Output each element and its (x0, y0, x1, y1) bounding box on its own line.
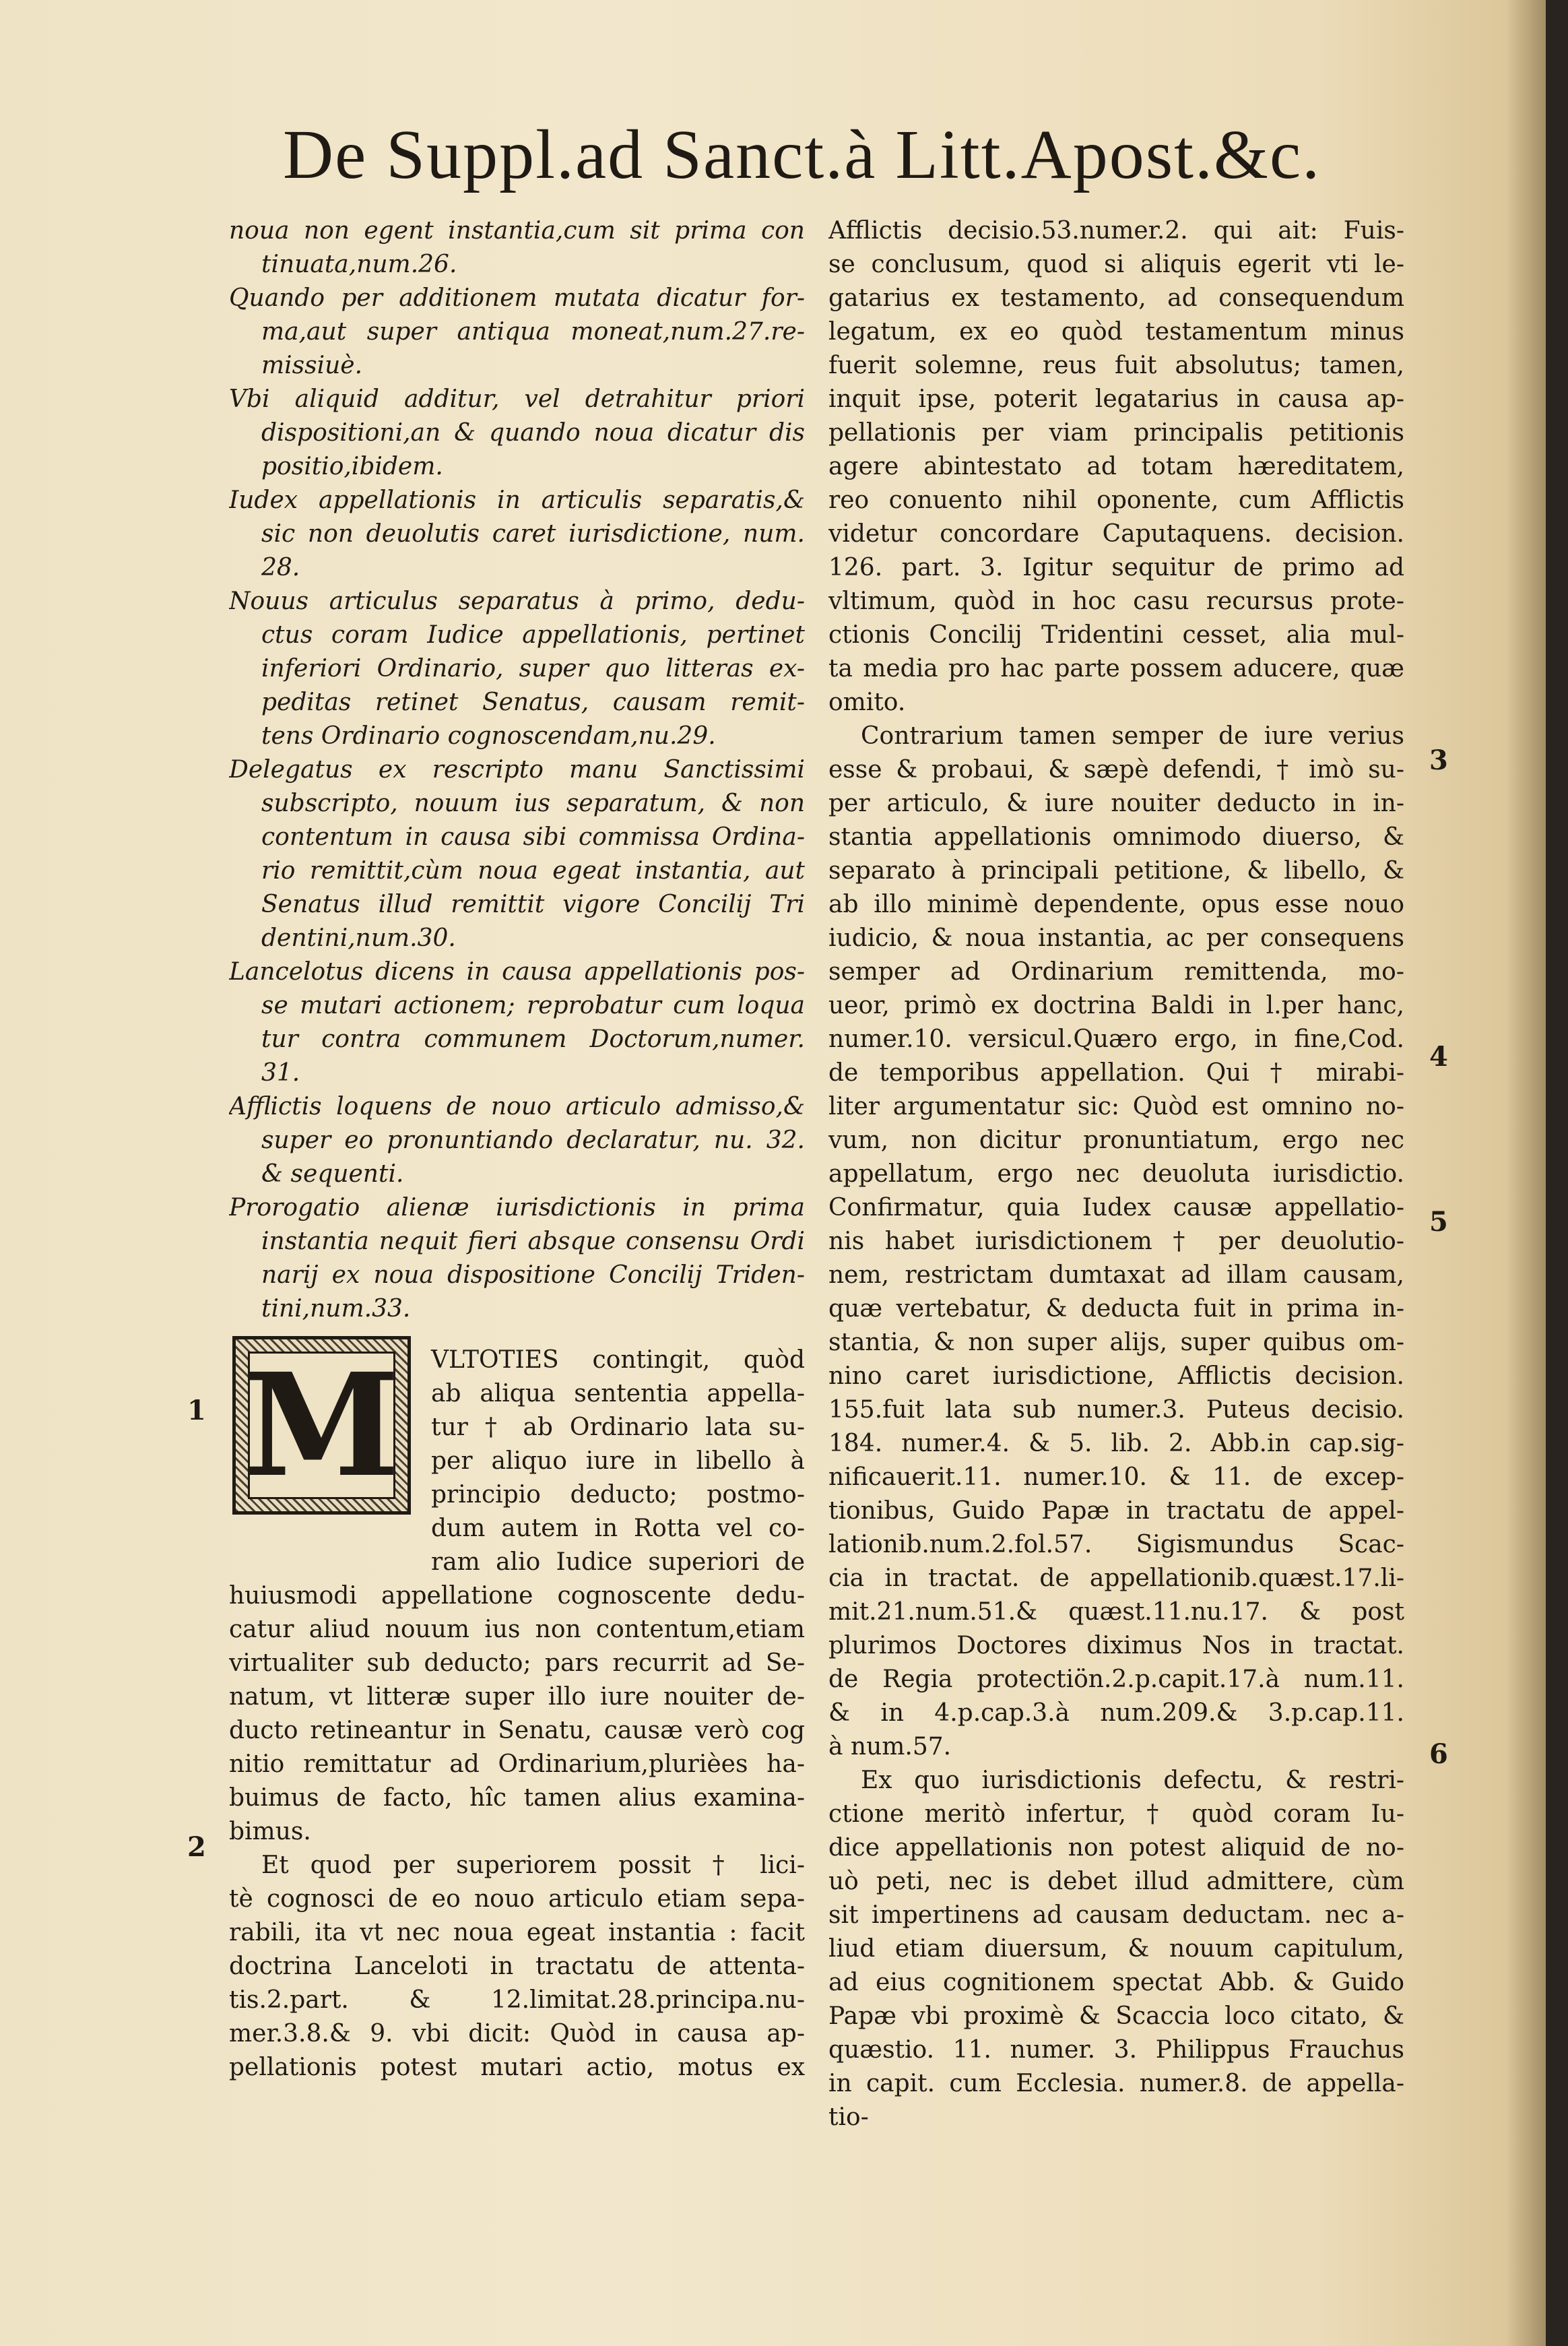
body-block (229, 1579, 805, 2085)
body-line: per articulo, & iure nouiter deducto in in- (828, 790, 1404, 817)
body-line: se conclusum, quod si aliquis egerit vti le- (828, 251, 1404, 278)
body-line: semper ad Ordinarium remittenda, mo- (828, 958, 1404, 986)
body-line: natum, vt litteræ super illo iure nouiter de- (229, 1683, 805, 1711)
body-line: pellationis potest mutari actio, motus ex (229, 2054, 805, 2081)
body-line: doctrina Lanceloti in tractatu de attenta- (229, 1953, 805, 1980)
body-line: ab illo minimè dependente, opus esse nouo (828, 891, 1404, 918)
summary-line: Quando per additionem mutata dicatur for- (229, 284, 805, 312)
body-line: agere abintestato ad totam hæreditatem, (828, 453, 1404, 480)
body-line: rabili, ita vt nec noua egeat instantia : facit (229, 1919, 805, 1946)
body-line: nificauerit.11. numer.10. & 11. de excep- (828, 1463, 1404, 1491)
body-line: virtualiter sub deducto; pars recurrit ad Se- (229, 1649, 805, 1677)
body-line: 155.fuit lata sub numer.3. Puteus decisio. (828, 1396, 1404, 1424)
body-line: bimus. (229, 1818, 311, 1845)
summary-line: sic non deuolutis caret iurisdictione, num. (261, 520, 805, 548)
body-line: in capit. cum Ecclesia. numer.8. de appella- (828, 2070, 1404, 2097)
body-line: omito. (828, 689, 906, 716)
summary-line: rio remittit,cùm noua egeat instantia, aut (261, 857, 805, 885)
body-line: tis.2.part. & 12.limitat.28.principa.nu- (229, 1986, 805, 2014)
summary-line: peditas retinet Senatus, causam remit- (261, 689, 805, 716)
summary-block (229, 214, 805, 1326)
body-line: Confirmatur, quia Iudex causæ appellatio- (828, 1194, 1404, 1222)
body-block (828, 214, 1404, 2134)
body-line: nitio remittatur ad Ordinarium,plurièes ha- (229, 1750, 805, 1778)
left-column (229, 214, 805, 2085)
body-line: ad eius cognitionem spectat Abb. & Guido (828, 1969, 1404, 1996)
body-line: principio deducto; postmo- (431, 1481, 805, 1509)
body-line: lationib.num.2.fol.57. Sigismundus Scac- (828, 1531, 1404, 1558)
body-line: mit.21.num.51.& quæst.11.nu.17. & post (828, 1598, 1404, 1626)
body-line: nis habet iurisdictionem † per deuolutio- (828, 1228, 1404, 1255)
body-line: ram alio Iudice superiori de (431, 1548, 805, 1576)
body-line: vum, non dicitur pronuntiatum, ergo nec (828, 1127, 1404, 1154)
summary-line: & sequenti. (261, 1160, 404, 1188)
body-line: catur aliud nouum ius non contentum,etiam (229, 1616, 805, 1643)
summary-line: instantia nequit fieri absque consensu Ordi (261, 1228, 805, 1255)
summary-line: missiuè. (261, 352, 363, 379)
body-line: vltimum, quòd in hoc casu recursus prote- (828, 588, 1404, 615)
body-line: ctione meritò infertur, † quòd coram Iu- (828, 1800, 1404, 1828)
summary-line: 28. (261, 554, 300, 581)
body-line: fuerit solemne, reus fuit absolutus; tamen, (828, 352, 1404, 379)
body-line: huiusmodi appellatione cognoscente dedu- (229, 1582, 805, 1610)
body-line: nino caret iurisdictione, Afflictis decision. (828, 1362, 1404, 1390)
summary-line: subscripto, nouum ius separatum, & non (261, 790, 805, 817)
summary-line: ma,aut super antiqua moneat,num.27.re- (261, 318, 805, 346)
body-line: iudicio, & noua instantia, ac per consequens (828, 924, 1404, 952)
summary-line: tinuata,num.26. (261, 251, 457, 278)
initial-letter: M (243, 1341, 400, 1509)
body-line: quæstio. 11. numer. 3. Philippus Frauchus (828, 2036, 1404, 2064)
body-line: de temporibus appellation. Qui † mirabi- (828, 1059, 1404, 1087)
running-header: De Suppl.ad Sanct.à Litt.Apost.&c. (283, 116, 1321, 193)
body-line: pellationis per viam principalis petitionis (828, 419, 1404, 447)
summary-line: dispositioni,an & quando noua dicatur dis (261, 419, 805, 447)
body-line: gatarius ex testamento, ad consequendum (828, 284, 1404, 312)
body-line: liter argumentatur sic: Quòd est omnino no- (828, 1093, 1404, 1120)
body-line: nem, restrictam dumtaxat ad illam causam, (828, 1261, 1404, 1289)
body-line: ueor, primò ex doctrina Baldi in l.per hanc, (828, 992, 1404, 1019)
body-line: appellatum, ergo nec deuoluta iurisdictio. (828, 1160, 1404, 1188)
body-line: stantia appellationis omnimodo diuerso, & (828, 823, 1404, 851)
body-line: ta media pro hac parte possem aducere, quæ (828, 655, 1404, 683)
body-line: ab aliqua sententia appella- (431, 1380, 805, 1407)
body-line: 184. numer.4. & 5. lib. 2. Abb.in cap.sig- (828, 1430, 1404, 1457)
summary-line: dentini,num.30. (261, 924, 456, 952)
body-line: tur † ab Ordinario lata su- (431, 1414, 805, 1441)
body-line: 126. part. 3. Igitur sequitur de primo ad (828, 554, 1404, 581)
body-line: cia in tractat. de appellationib.quæst.17.li- (828, 1564, 1404, 1592)
decorated-initial (232, 1336, 411, 1515)
summary-line: tini,num.33. (261, 1295, 411, 1323)
body-line: VLTOTIES contingit, quòd (431, 1346, 805, 1374)
body-line: videtur concordare Caputaquens. decision. (828, 520, 1404, 548)
body-line: Ex quo iurisdictionis defectu, & restri- (861, 1767, 1404, 1794)
body-line: liud etiam diuersum, & nouum capitulum, (828, 1935, 1404, 1963)
body-line: buimus de facto, hîc tamen alius examina- (229, 1784, 805, 1812)
summary-line: Iudex appellationis in articulis separatis,& (229, 486, 805, 514)
summary-line: Lancelotus dicens in causa appellationis pos- (229, 958, 805, 986)
summary-line: 31. (261, 1059, 300, 1087)
margin-number: 1 (187, 1395, 206, 1426)
summary-line: se mutari actionem; reprobatur cum loqua (261, 992, 805, 1019)
body-line: dice appellationis non potest aliquid de no- (828, 1834, 1404, 1862)
body-line: tionibus, Guido Papæ in tractatu de appel- (828, 1497, 1404, 1525)
body-line: Papæ vbi proximè & Scaccia loco citato, & (828, 2002, 1404, 2030)
summary-line: Delegatus ex rescripto manu Sanctissimi (229, 756, 805, 784)
body-line: Afflictis decisio.53.numer.2. qui ait: Fuis- (828, 217, 1404, 245)
body-line: ducto retineantur in Senatu, causæ verò cog (229, 1717, 805, 1744)
summary-line: Senatus illud remittit vigore Concilij Tri (261, 891, 805, 918)
body-line: esse & probaui, & sæpè defendi, † imò su- (828, 756, 1404, 784)
margin-number: 6 (1429, 1738, 1448, 1770)
margin-number: 2 (187, 1831, 206, 1863)
body-line: ctionis Concilij Tridentini cesset, alia mul- (828, 621, 1404, 649)
summary-line: Afflictis loquens de nouo articulo admisso,& (229, 1093, 805, 1120)
summary-line: noua non egent instantia,cum sit prima con (229, 217, 805, 245)
body-line: dum autem in Rotta vel co- (431, 1515, 805, 1542)
body-line: numer.10. versicul.Quæro ergo, in fine,Cod. (828, 1025, 1404, 1053)
body-line: & in 4.p.cap.3.à num.209.& 3.p.cap.11. (828, 1699, 1404, 1727)
body-line: uò peti, nec is debet illud admittere, cùm (828, 1868, 1404, 1895)
body-line: stantia, & non super alijs, super quibus om- (828, 1329, 1404, 1356)
summary-line: Prorogatio alienæ iurisdictionis in prima (229, 1194, 805, 1222)
margin-number: 5 (1429, 1206, 1448, 1238)
body-line: quæ vertebatur, & deducta fuit in prima in- (828, 1295, 1404, 1323)
summary-line: super eo pronuntiando declaratur, nu. 32. (261, 1127, 805, 1154)
summary-line: inferiori Ordinario, super quo litteras ex- (261, 655, 805, 683)
body-line: Contrarium tamen semper de iure verius (861, 722, 1404, 750)
body-line: legatum, ex eo quòd testamentum minus (828, 318, 1404, 346)
body-line: mer.3.8.& 9. vbi dicit: Quòd in causa ap- (229, 2020, 805, 2048)
summary-line: positio,ibidem. (261, 453, 443, 480)
summary-line: Vbi aliquid additur, vel detrahitur priori (229, 385, 805, 413)
body-line: Et quod per superiorem possit † lici- (261, 1851, 805, 1879)
body-line: inquit ipse, poterit legatarius in causa ap- (828, 385, 1404, 413)
body-line: tè cognosci de eo nouo articulo etiam sepa- (229, 1885, 805, 1913)
body-line: tio- (828, 2103, 869, 2131)
summary-line: Nouus articulus separatus à primo, dedu- (229, 588, 805, 615)
body-line: separato à principali petitione, & libello, & (828, 857, 1404, 885)
body-line: plurimos Doctores diximus Nos in tractat. (828, 1632, 1404, 1659)
body-line: de Regia protectiön.2.p.capit.17.à num.11. (828, 1666, 1404, 1693)
summary-line: tur contra communem Doctorum,numer. (261, 1025, 805, 1053)
margin-number: 3 (1429, 744, 1448, 776)
summary-line: ctus coram Iudice appellationis, pertinet (261, 621, 805, 649)
body-line: à num.57. (828, 1733, 952, 1761)
summary-line: tens Ordinario cognoscendam,nu.29. (261, 722, 716, 750)
body-line: sit impertinens ad causam deductam. nec a- (828, 1901, 1404, 1929)
margin-number: 4 (1429, 1041, 1448, 1073)
right-column (828, 214, 1404, 2134)
body-line: reo conuento nihil oponente, cum Afflictis (828, 486, 1404, 514)
summary-line: narij ex noua dispositione Concilij Triden- (261, 1261, 805, 1289)
body-line: per aliquo iure in libello à (431, 1447, 805, 1475)
summary-line: contentum in causa sibi commissa Ordina- (261, 823, 805, 851)
